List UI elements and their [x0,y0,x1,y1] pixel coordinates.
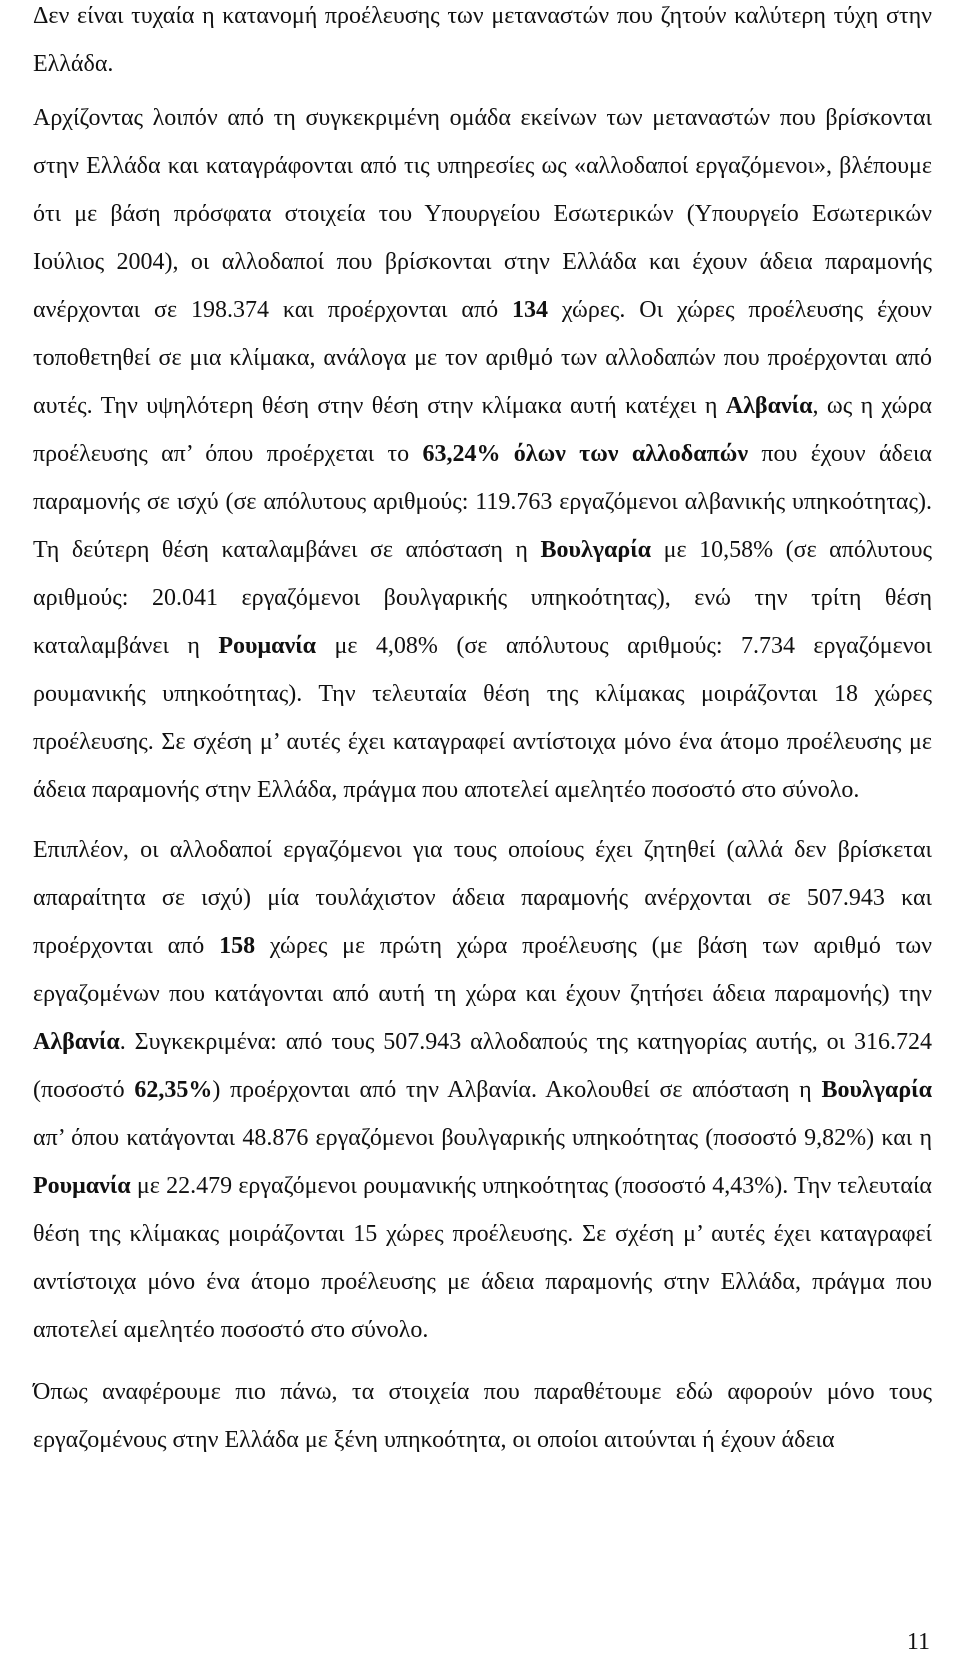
text-segment: . Συγκεκριμένα: από τους 507.943 αλλοδαπούς της κατηγορίας αυτής, οι 316.724 (ποσοστό [33,1029,932,1103]
paragraph-registered-workers [33,94,932,814]
text-segment: χώρες. Οι χώρες προέλευσης έχουν τοποθετηθεί σε μια κλίμακα, ανάλογα με τον αριθμό των αλλοδαπών που προέρχονται από αυτές. Την υψηλότερη θέση στην θέση στην κλίμακα αυτή κατέχει η [33,297,933,419]
text-segment: Όπως αναφέρουμε πιο πάνω, τα στοιχεία που παραθέτουμε εδώ αφορούν μόνο τους εργαζομένους στην Ελλάδα με ξένη υπηκοότητα, οι οποίοι αιτούνται ή έχουν άδεια [33,1379,932,1453]
bold-text-segment: 62,35% [134,1077,213,1103]
text-segment: ) προέρχονται από την Αλβανία. Ακολουθεί σε απόσταση η [212,1077,822,1103]
bold-text-segment: Αλβανία [33,1029,120,1055]
paragraph-requested-permits [33,826,932,1354]
bold-text-segment: Βουλγαρία [821,1077,932,1103]
text-segment: με 10,58% (σε απόλυτους αριθμούς: 20.041 εργαζόμενοι βουλγαρικής υπηκοότητας), ενώ την τρίτη θέση καταλαμβάνει η [33,537,932,659]
text-segment: Επιπλέον, οι αλλοδαποί εργαζόμενοι για τους οποίους έχει ζητηθεί (αλλά δεν βρίσκεται απαραίτητα σε ισχύ) μία τουλάχιστον άδεια παραμονής ανέρχονται σε 507.943 και προέρχονται από [33,837,932,959]
text-segment: με 22.479 εργαζόμενοι ρουμανικής υπηκοότητας (ποσοστό 4,43%). Την τελευταία θέση της κλίμακας μοιράζονται 15 χώρες προέλευσης. Σε σχέση μ’ αυτές έχει καταγραφεί αντίστοιχα μόνο ένα άτομο προέλευσης με άδεια παραμονής στην Ελλάδα, πράγμα που αποτελεί αμελητέο ποσοστό στο σύνολο. [33,1173,932,1343]
text-segment: χώρες με πρώτη χώρα προέλευσης (με βάση των αριθμό των εργαζομένων που κατάγονται από αυτή τη χώρα και έχουν ζητήσει άδεια παραμονής) την [33,933,932,1007]
text-segment: Δεν είναι τυχαία η κατανομή προέλευσης των μεταναστών που ζητούν καλύτερη τύχη στην Ελλάδα. [33,3,932,77]
bold-text-segment: Αλβανία [725,393,813,419]
bold-text-segment: Ρουμανία [33,1173,131,1199]
text-segment: που έχουν άδεια παραμονής σε ισχύ (σε απόλυτους αριθμούς: 119.763 εργαζόμενοι αλβανικής υπηκοότητας). Τη δεύτερη θέση καταλαμβάνει σε απόσταση η [33,441,932,563]
bold-text-segment: 63,24% όλων των αλλοδαπών [422,441,749,467]
paragraph-intro [33,0,932,88]
bold-text-segment: Βουλγαρία [540,537,652,563]
page-number: 11 [906,1629,930,1655]
text-segment: με 4,08% (σε απόλυτους αριθμούς: 7.734 εργαζόμενοι ρουμανικής υπηκοότητας). Την τελευταία θέση της κλίμακας μοιράζονται 18 χώρες προέλευσης. Σε σχέση μ’ αυτές έχει καταγραφεί αντίστοιχα μόνο ένα άτομο προέλευσης με άδεια παραμονής στην Ελλάδα, πράγμα που αποτελεί αμελητέο ποσοστό στο σύνολο. [33,633,932,803]
text-segment: απ’ όπου κατάγονται 48.876 εργαζόμενοι βουλγαρικής υπηκοότητας (ποσοστό 9,82%) και η [33,1125,932,1151]
paragraph-closing [33,1368,932,1464]
bold-text-segment: Ρουμανία [218,633,317,659]
bold-text-segment: 134 [512,297,549,323]
bold-text-segment: 158 [219,933,256,959]
text-segment: , ως η χώρα προέλευσης απ’ όπου προέρχεται το [33,393,933,467]
text-segment: Αρχίζοντας λοιπόν από τη συγκεκριμένη ομάδα εκείνων των μεταναστών που βρίσκονται στην Ελλάδα και καταγράφονται από τις υπηρεσίες ως «αλλοδαποί εργαζόμενοι», βλέπουμε ότι με βάση πρόσφατα στοιχεία του Υπουργείου Εσωτερικών (Υπουργείο Εσωτερικών Ιούλιος 2004), οι αλλοδαποί που βρίσκονται στην Ελλάδα και έχουν άδεια παραμονής ανέρχονται σε 198.374 και προέρχονται από [33,105,932,323]
